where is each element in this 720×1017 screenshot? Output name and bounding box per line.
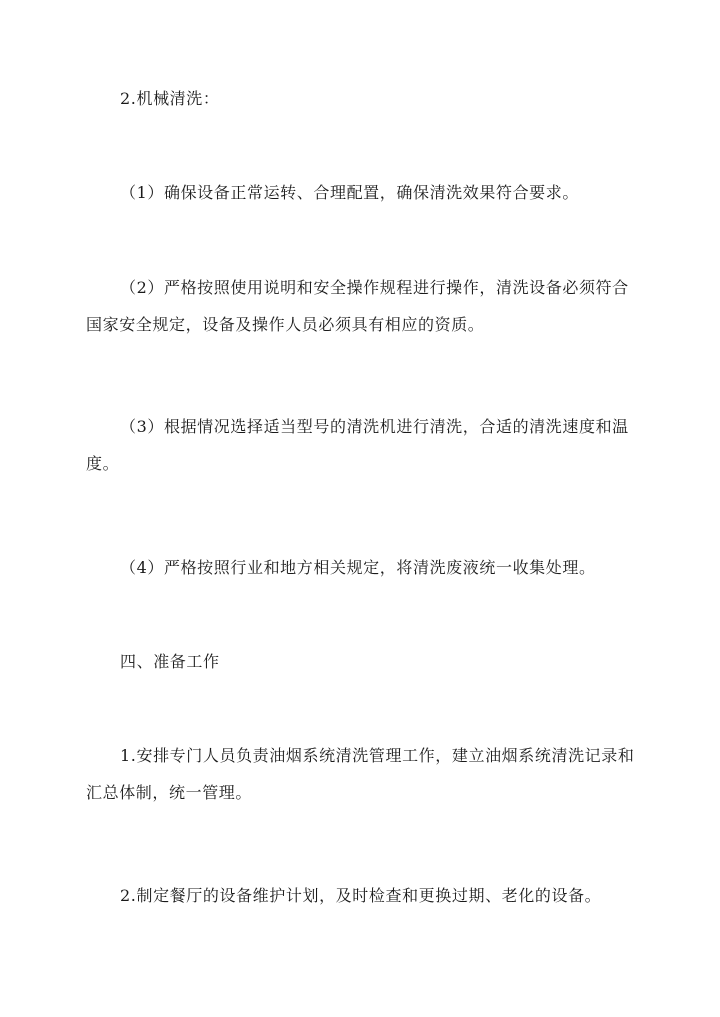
paragraph-preparation-1: 1.安排专门人员负责油烟系统清洗管理工作，建立油烟系统清洗记录和汇总体制，统一管理。 xyxy=(86,746,635,802)
paragraph-item-4: （4）严格按照行业和地方相关规定，将清洗废液统一收集处理。 xyxy=(120,558,596,577)
paragraph-mechanical-cleaning-heading: 2.机械清洗： xyxy=(120,89,220,108)
section-heading-preparation: 四、准备工作 xyxy=(120,652,220,671)
paragraph-item-3: （3）根据情况选择适当型号的清洗机进行清洗，合适的清洗速度和温度。 xyxy=(86,417,629,473)
paragraph-item-2: （2）严格按照使用说明和安全操作规程进行操作，清洗设备必须符合国家安全规定，设备及操作人员必须具有相应的资质。 xyxy=(86,278,629,334)
paragraph-item-1: （1）确保设备正常运转、合理配置，确保清洗效果符合要求。 xyxy=(120,183,579,202)
paragraph-preparation-2: 2.制定餐厅的设备维护计划，及时检查和更换过期、老化的设备。 xyxy=(120,886,602,905)
